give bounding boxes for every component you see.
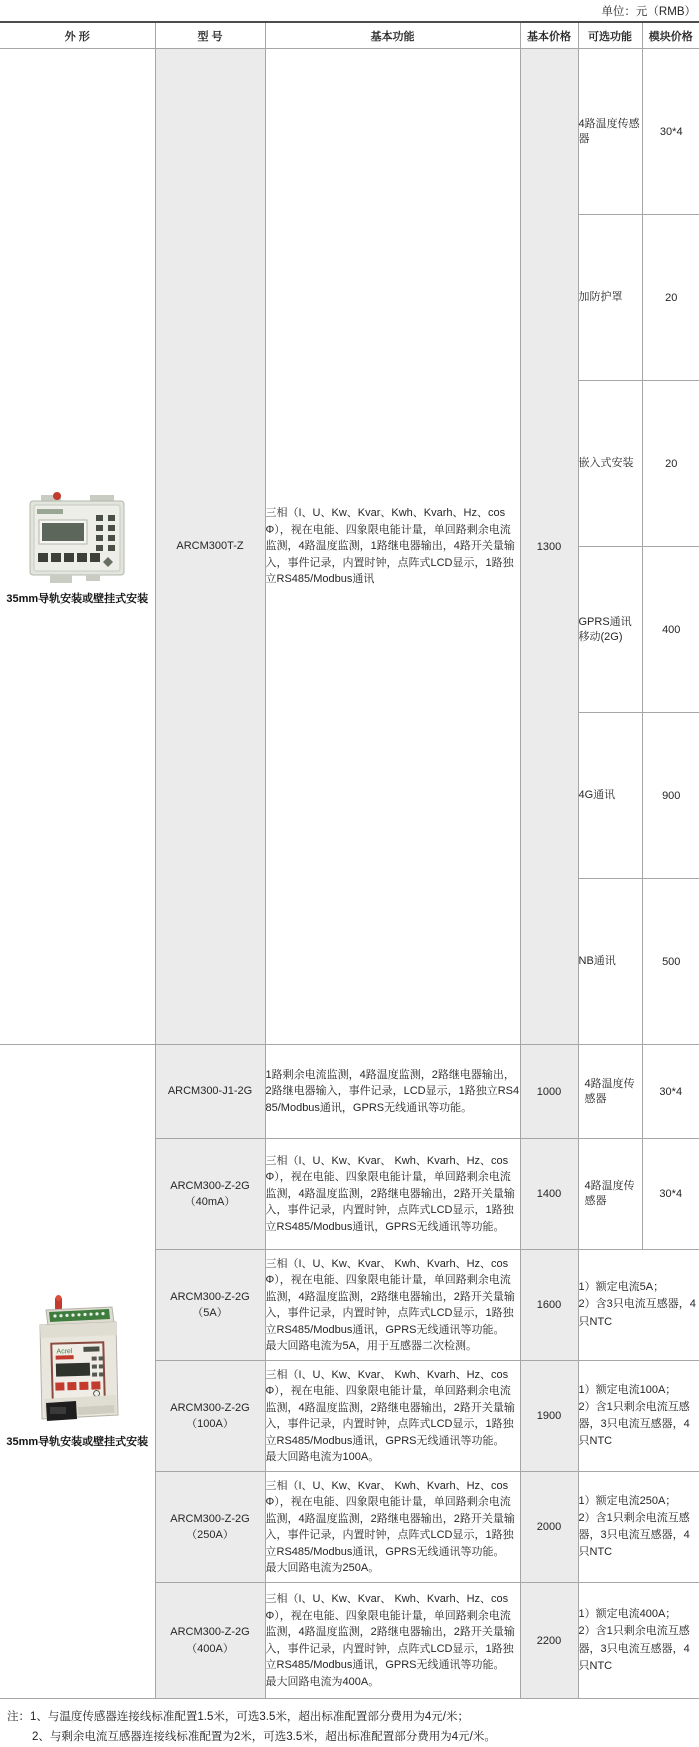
base-price-cell: 1600 [520,1250,578,1361]
model-cell: ARCM300T-Z [155,49,265,1045]
options-cell [578,49,699,1045]
col-header-functions: 基本功能 [265,22,520,49]
model-cell: ARCM300-Z-2G （400A） [155,1583,265,1699]
model-cell: ARCM300-Z-2G （100A） [155,1361,265,1472]
options-cell: 1）额定电流100A； 2）含1只剩余电流互感器，3只电流互感器，4只NTC [578,1361,699,1472]
options-subtable [579,49,699,1044]
col-header-module-price: 模块价格 [642,22,699,49]
functions-note: 最大回路电流为5A，用于互感器二次检测。 [266,1338,520,1355]
option-price: 400 [643,547,699,713]
product-photo-din-rail-meter-icon [28,1295,126,1430]
option-row [579,381,699,547]
functions-cell: 三相（I、U、Kw、Kvar、 Kwh、Kvarh、Hz、cosΦ），视在电能、四象限电能计量，单回路剩余电流监测，4路温度监测，2路继电器输出，2路开关量输入，事件记录，内置时钟，点阵式LCD显示，1路独立RS485/Modbus通讯，GPRS无线通讯等功能。 最大回路电流为250A。 [265,1472,520,1583]
option-name-cell: 4路温度传感器 [578,1045,642,1139]
table-row [0,1045,699,1139]
base-price-cell: 1900 [520,1361,578,1472]
product-photo-panel-meter-icon [24,487,130,587]
functions-cell: 1路剩余电流监测，4路温度监测，2路继电器输出，2路继电器输入，事件记录，LCD显示，1路独立RS485/Modbus通讯，GPRS无线通讯等功能。 [265,1045,520,1139]
option-row [579,215,699,381]
option-row [579,49,699,215]
functions-note: 最大回路电流为400A。 [266,1674,520,1691]
functions-cell: 三相（I、U、Kw、Kvar、 Kwh、Kvarh、Hz、cosΦ），视在电能、四象限电能计量，单回路剩余电流监测，4路温度监测，2路继电器输出，2路开关量输入，事件记录，内置时钟，点阵式LCD显示，1路独立RS485/Modbus通讯，GPRS无线通讯等功能。 最大回路电流为5A，用于互感器二次检测。 [265,1250,520,1361]
mount-caption-top: 35mm导轨安装或壁挂式安装 [6,590,148,606]
options-cell: 1）额定电流5A； 2）含3只电流互感器，4只NTC [578,1250,699,1361]
option-price: 20 [643,215,699,381]
price-table [0,21,699,1699]
functions-note: 最大回路电流为100A。 [266,1449,520,1466]
option-name: 4路温度传感器 [579,49,643,215]
option-name: GPRS通讯移动(2G) [579,547,643,713]
options-cell: 1）额定电流400A； 2）含1只剩余电流互感器，3只电流互感器，4只NTC [578,1583,699,1699]
functions-cell: 三相（I、U、Kw、Kvar、Kwh、Kvarh、Hz、cosΦ），视在电能、四象限电能计量，单回路剩余电流监测，4路温度监测，1路继电器输出，4路开关量输入，事件记录，内置时钟，点阵式LCD显示，1路独立RS485/Modbus通讯 [265,49,520,1045]
option-row [579,547,699,713]
model-cell: ARCM300-Z-2G （40mA） [155,1139,265,1250]
mount-caption-bottom: 35mm导轨安装或壁挂式安装 [6,1433,148,1449]
model-cell: ARCM300-J1-2G [155,1045,265,1139]
base-price-cell: 1300 [520,49,578,1045]
option-name: 嵌入式安装 [579,381,643,547]
option-row [579,713,699,879]
option-price-cell: 30*4 [642,1045,699,1139]
footnote-line: 2、与剩余电流互感器连接线标准配置为2米，可选3.5米，超出标准配置部分费用为4元/米。 [7,1728,699,1747]
col-header-model: 型 号 [155,22,265,49]
svg-text:Acrel: Acrel [57,1348,74,1355]
options-cell: 1）额定电流250A； 2）含1只剩余电流互感器，3只电流互感器，4只NTC [578,1472,699,1583]
base-price-cell: 1400 [520,1139,578,1250]
table-row [0,49,699,1045]
header-row [0,22,699,49]
option-name: NB通讯 [579,879,643,1045]
functions-note: 最大回路电流为250A。 [266,1560,520,1577]
functions-cell: 三相（I、U、Kw、Kvar、 Kwh、Kvarh、Hz、cosΦ），视在电能、四象限电能计量，单回路剩余电流监测，4路温度监测，2路继电器输出，2路开关量输入，事件记录，内置时钟，点阵式LCD显示，1路独立RS485/Modbus通讯，GPRS无线通讯等功能。 最大回路电流为400A。 [265,1583,520,1699]
appearance-cell-top [0,49,155,1045]
option-price-cell: 30*4 [642,1139,699,1250]
functions-cell: 三相（I、U、Kw、Kvar、 Kwh、Kvarh、Hz、cosΦ），视在电能、四象限电能计量，单回路剩余电流监测，4路温度监测，2路继电器输出，2路开关量输入，事件记录，内置时钟，点阵式LCD显示，1路独立RS485/Modbus通讯，GPRS无线通讯等功能。 [265,1139,520,1250]
model-cell: ARCM300-Z-2G （250A） [155,1472,265,1583]
option-row [579,879,699,1045]
functions-cell: 三相（I、U、Kw、Kvar、 Kwh、Kvarh、Hz、cosΦ），视在电能、四象限电能计量，单回路剩余电流监测，4路温度监测，2路继电器输出，2路开关量输入，事件记录，内置时钟，点阵式LCD显示，1路独立RS485/Modbus通讯，GPRS无线通讯等功能。 最大回路电流为100A。 [265,1361,520,1472]
footnotes [0,1708,699,1747]
base-price-cell: 2000 [520,1472,578,1583]
option-name: 4G通讯 [579,713,643,879]
option-price: 30*4 [643,49,699,215]
appearance-cell-bottom [0,1045,155,1699]
option-price: 900 [643,713,699,879]
base-price-cell: 2200 [520,1583,578,1699]
base-price-cell: 1000 [520,1045,578,1139]
col-header-base-price: 基本价格 [520,22,578,49]
unit-label: 单位：元（RMB） [0,0,699,21]
footnote-line: 注：1、与温度传感器连接线标准配置1.5米，可选3.5米，超出标准配置部分费用为4元/米； [7,1708,699,1728]
option-price: 20 [643,381,699,547]
model-cell: ARCM300-Z-2G （5A） [155,1250,265,1361]
col-header-shape: 外 形 [0,22,155,49]
option-price: 500 [643,879,699,1045]
option-name: 加防护罩 [579,215,643,381]
option-name-cell: 4路温度传感器 [578,1139,642,1250]
col-header-optional: 可选功能 [578,22,642,49]
